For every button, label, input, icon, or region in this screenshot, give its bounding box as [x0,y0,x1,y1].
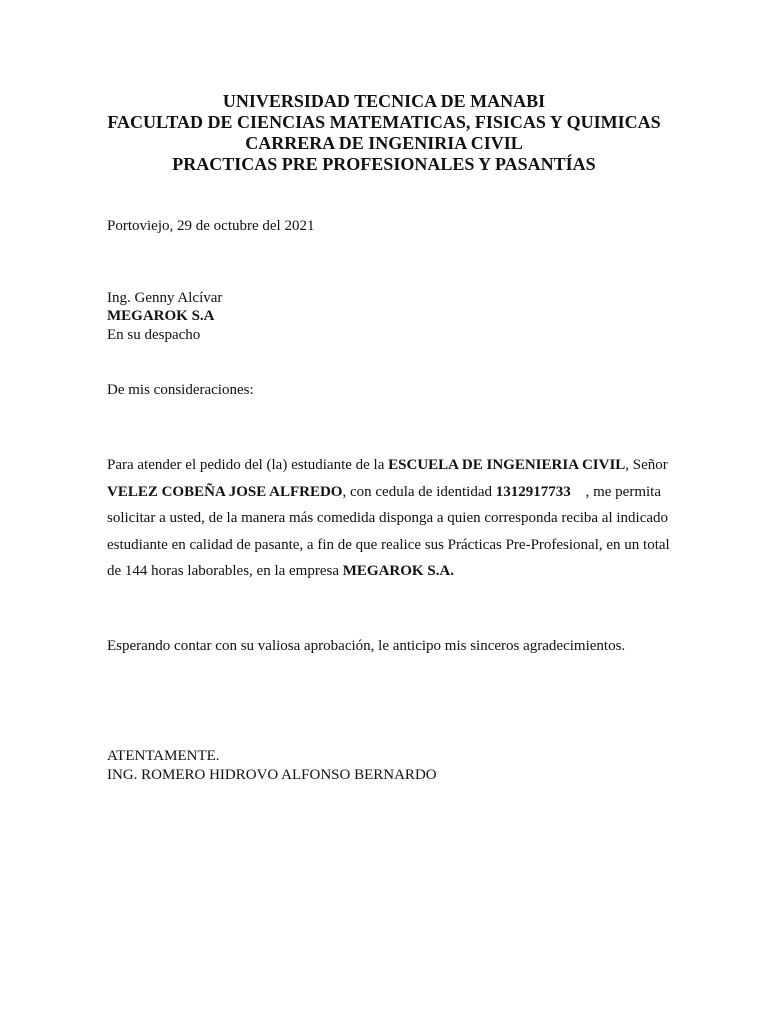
body-text-2: , Señor [625,457,668,473]
body-text-4: , me permita [585,483,661,500]
school-name: ESCUELA DE INGENIERIA CIVIL [388,457,626,473]
header-university: UNIVERSIDAD TECNICA DE MANABI [222,91,546,111]
body-line-5 [107,558,661,585]
letter-date: Portoviejo, 29 de octubre del 2021 [107,218,315,234]
closing-text: Esperando contar con su valiosa aprobación, le anticipo mis sinceros agradecimientos. [107,638,626,654]
body-line-1 [107,452,668,479]
body-line-4: estudiante en calidad de pasante, a fin de que realice sus Prácticas Pre-Profesional, en un total [107,536,670,553]
body-line-3: solicitar a usted, de la manera más comedida disponga a quien corresponda reciba al indicado [107,510,669,526]
body-text-5: de 144 horas laborables, en la empresa [107,563,343,579]
company-name: MEGAROK S.A. [342,563,455,579]
letter-header [0,91,768,175]
recipient-name: Ing. Genny Alcívar [107,290,223,306]
student-name: VELEZ COBEÑA JOSE ALFREDO [107,483,343,500]
recipient-location: En su despacho [107,327,201,343]
header-program: PRACTICAS PRE PROFESIONALES Y PASANTÍAS [172,154,596,174]
signer-name: ING. ROMERO HIDROVO ALFONSO BERNARDO [107,767,437,783]
body-text-3: , con cedula de identidad [342,483,496,500]
header-faculty: FACULTAD DE CIENCIAS MATEMATICAS, FISICAS Y QUIMICAS [107,112,661,132]
body-text-1: Para atender el pedido del (la) estudiante de la [107,457,389,473]
body-line-2 [107,479,661,506]
recipient-company: MEGAROK S.A [107,308,215,324]
signoff: ATENTAMENTE. [107,748,220,764]
student-id-number: 1312917733 [495,483,571,500]
greeting: De mis consideraciones: [107,382,254,398]
letter-body [107,452,670,585]
header-career: CARRERA DE INGENIRIA CIVIL [245,133,523,153]
